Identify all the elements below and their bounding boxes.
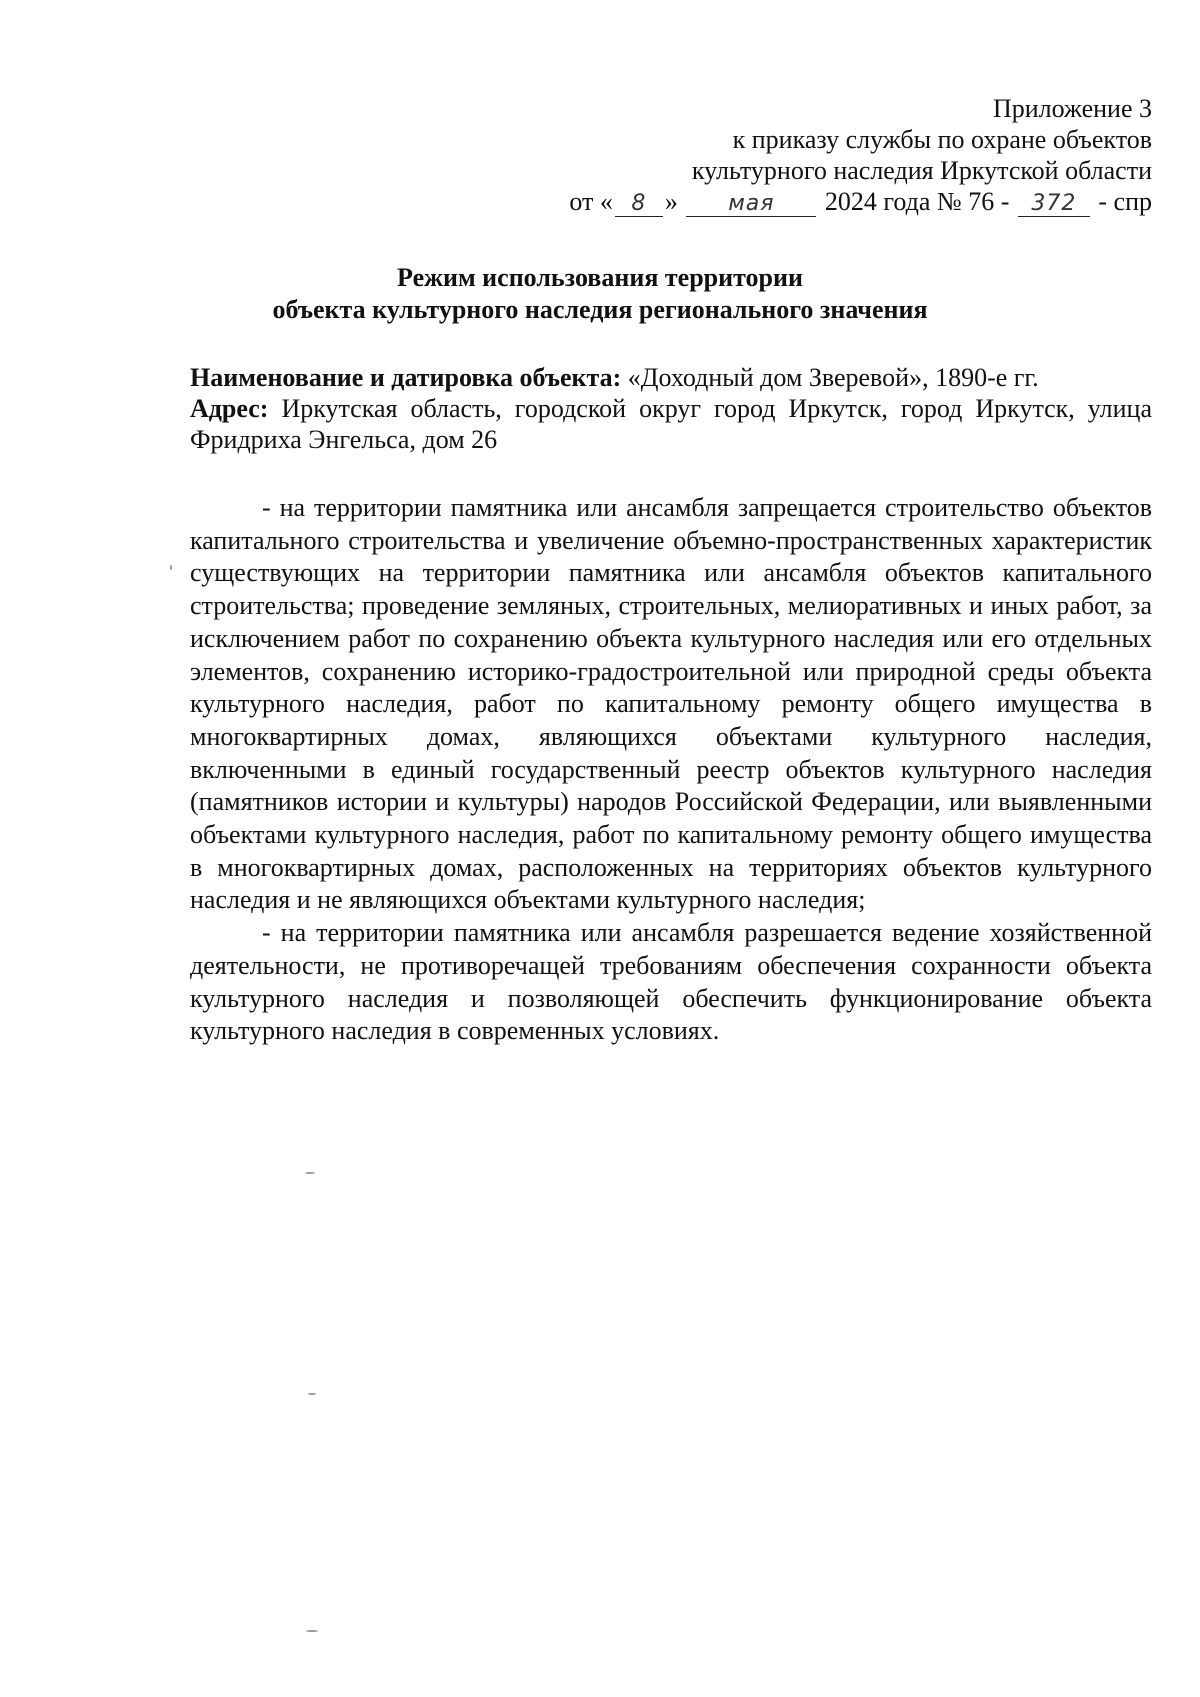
- date-day-handwritten: 8: [615, 192, 663, 217]
- document-title: [0, 262, 1200, 326]
- scan-speck: [305, 1172, 315, 1174]
- date-prefix: от «: [569, 187, 613, 216]
- object-name-row: [190, 362, 1152, 393]
- scan-speck: [306, 1630, 318, 1632]
- order-line-1: к приказу службы по охране объектов: [732, 125, 1152, 154]
- object-address-label: Адрес:: [190, 394, 269, 423]
- object-name-label: Наименование и датировка объекта:: [190, 363, 622, 392]
- appendix-label: Приложение 3: [992, 94, 1152, 123]
- date-day-close: »: [664, 187, 678, 216]
- order-number-handwritten: 372: [1018, 192, 1090, 217]
- object-name-value: «Доходный дом Зверевой», 1890-е гг.: [627, 363, 1039, 392]
- object-info: [190, 362, 1152, 455]
- order-suffix: - спр: [1098, 187, 1152, 216]
- date-month-handwritten: мая: [686, 192, 816, 217]
- appendix-header: [569, 93, 1152, 217]
- date-year-text: 2024 года № 76 -: [824, 187, 1010, 216]
- title-line-1: Режим использования территории: [397, 263, 803, 292]
- order-date-line: [569, 186, 1152, 217]
- title-line-2: объекта культурного наследия регионального значения: [272, 295, 928, 324]
- scan-speck: [308, 1393, 316, 1395]
- object-address-row: [190, 393, 1152, 455]
- usage-rules: [190, 492, 1152, 1048]
- rule-paragraph-permitted: - на территории памятника или ансамбля разрешается ведение хозяйственной деятельности, не противоречащей требованиям обеспечения сохранности объекта культурного наследия и позволяющей обеспечить функционирование объекта культурного наследия в современных условиях.: [190, 918, 1152, 1046]
- order-line-2: культурного наследия Иркутской области: [691, 156, 1152, 185]
- scan-speck: [170, 565, 172, 570]
- object-address-value: Иркутская область, городской округ город Иркутск, город Иркутск, улица Фридриха Энгельса, дом 26: [190, 394, 1152, 454]
- rule-paragraph-prohibited: - на территории памятника или ансамбля запрещается строительство объектов капитального строительства и увеличение объемно-пространственных характеристик существующих на территории памятника или ансамбля объектов капитального строительства; проведение земляных, строительных, мелиоративных и иных работ, за исключением работ по сохранению объекта культурного наследия или его отдельных элементов, сохранению историко-градостроительной или природной среды объекта культурного наследия, работ по капитальному ремонту общего имущества в многоквартирных домах, являющихся объектами культурного наследия, включенными в единый государственный реестр объектов культурного наследия (памятников истории и культуры) народов Российской Федерации, или выявленными объектами культурного наследия, работ по капитальному ремонту общего имущества в многоквартирных домах, расположенных на территориях объектов культурного наследия и не являющихся объектами культурного наследия;: [190, 493, 1152, 915]
